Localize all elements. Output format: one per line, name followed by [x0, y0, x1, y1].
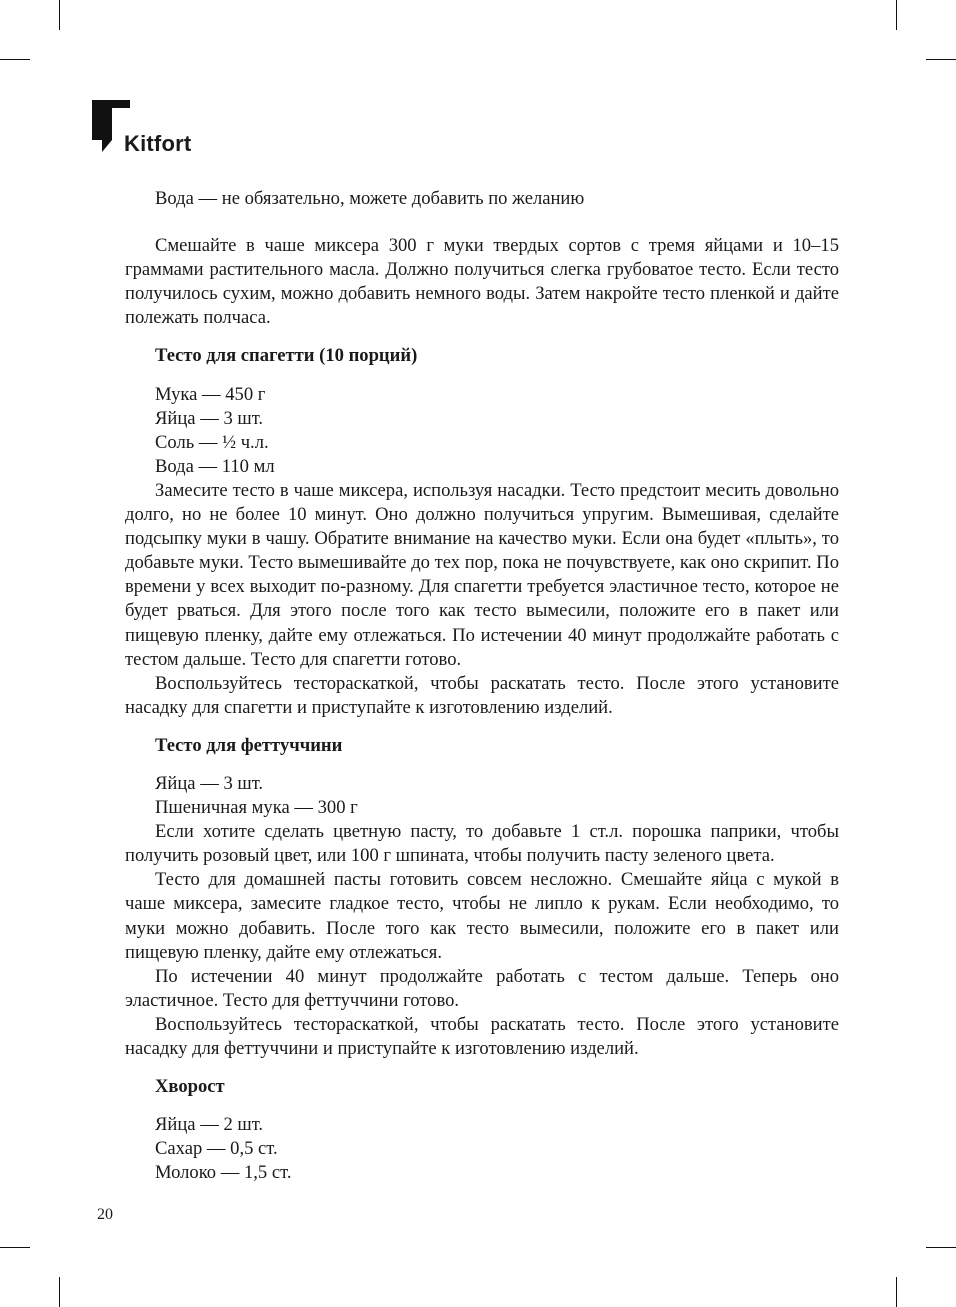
page-number: 20 [97, 1206, 113, 1223]
water-note: Вода — не обязательно, можете добавить по желанию [155, 188, 585, 209]
crop-mark [926, 59, 956, 60]
crop-mark [59, 1277, 60, 1307]
ingredient-list-khvorost [125, 1113, 839, 1185]
spaghetti-paragraph: Замесите тесто в чаше миксера, используя насадки. Тесто предстоит месить довольно долго, но не более 10 минут. Оно должно получиться упругим. Вымешивая, сделайте подсыпку муки в чашу. Обратите внимание на качество муки. Если она будет «плыть», то добавьте муки. Тесто вымешивайте до тех пор, пока не почувствуете, как оно скрипит. По времени у всех выходит по-разному. Для спагетти требуется эластичное тесто, которое не будет рваться. Для этого после того как тесто вымесили, положите его в пакет или пищевую пленку, дайте ему отлежаться. По истечении 40 минут продолжайте работать с тестом дальше. Тесто для спагетти готово. [125, 479, 839, 670]
crop-mark [0, 59, 30, 60]
section-title-spaghetti: Тесто для спагетти (10 порций) [155, 345, 418, 367]
crop-mark [896, 0, 897, 30]
intro-paragraph: Смешайте в чаше миксера 300 г муки твердых сортов с тремя яйцами и 10–15 граммами растительного масла. Должно получиться слегка грубоватое тесто. Если тесто получилось сухим, можно добавить немного воды. Затем накройте тесто пленкой и дайте полежать полчаса. [125, 235, 839, 329]
ingredient-item: Яйца — 2 шт. [155, 1114, 264, 1136]
page-content [125, 187, 839, 1185]
ingredient-item: Мука — 450 г [155, 383, 266, 405]
ingredient-item: Пшеничная мука — 300 г [155, 797, 358, 819]
section-title-khvorost: Хворост [155, 1076, 225, 1098]
ingredient-item: Сахар — 0,5 ст. [155, 1138, 278, 1160]
section-title-fettuccine: Тесто для феттуччини [155, 734, 343, 756]
crop-mark [0, 1247, 30, 1248]
crop-mark [59, 0, 60, 30]
fettuccine-paragraph: Тесто для домашней пасты готовить совсем несложно. Смешайте яйца с мукой в чаше миксера, замесите гладкое тесто, чтобы не липло к рукам. Если необходимо, то муки можно добавить. После того как тесто вымесили, положите его в пакет или пищевую пленку, дайте ему отлежаться. [125, 869, 839, 963]
ingredient-list-fettuccine [125, 772, 839, 820]
brand-name: Kitfort [124, 131, 192, 156]
fettuccine-paragraph: Если хотите сделать цветную пасту, то добавьте 1 ст.л. порошка паприки, чтобы получить розовый цвет, или 100 г шпината, чтобы получить пасту зеленого цвета. [125, 821, 839, 867]
ingredient-item: Соль — ½ ч.л. [155, 431, 269, 453]
crop-mark [926, 1247, 956, 1248]
spaghetti-paragraph: Воспользуйтесь тестораскаткой, чтобы раскатать тесто. После этого установите насадку для спагетти и приступайте к изготовлению изделий. [125, 672, 839, 718]
fettuccine-paragraph: Воспользуйтесь тестораскаткой, чтобы раскатать тесто. После этого установите насадку для феттуччини и приступайте к изготовлению изделий. [125, 1013, 839, 1059]
ingredient-item: Яйца — 3 шт. [155, 407, 264, 429]
ingredient-list-spaghetti [125, 383, 839, 479]
ingredient-item: Вода — 110 мл [155, 455, 275, 477]
crop-mark [896, 1277, 897, 1307]
ingredient-item: Яйца — 3 шт. [155, 772, 264, 794]
ingredient-item: Молоко — 1,5 ст. [155, 1162, 292, 1184]
fettuccine-paragraph: По истечении 40 минут продолжайте работать с тестом дальше. Теперь оно эластичное. Тесто для феттуччини готово. [125, 965, 839, 1011]
